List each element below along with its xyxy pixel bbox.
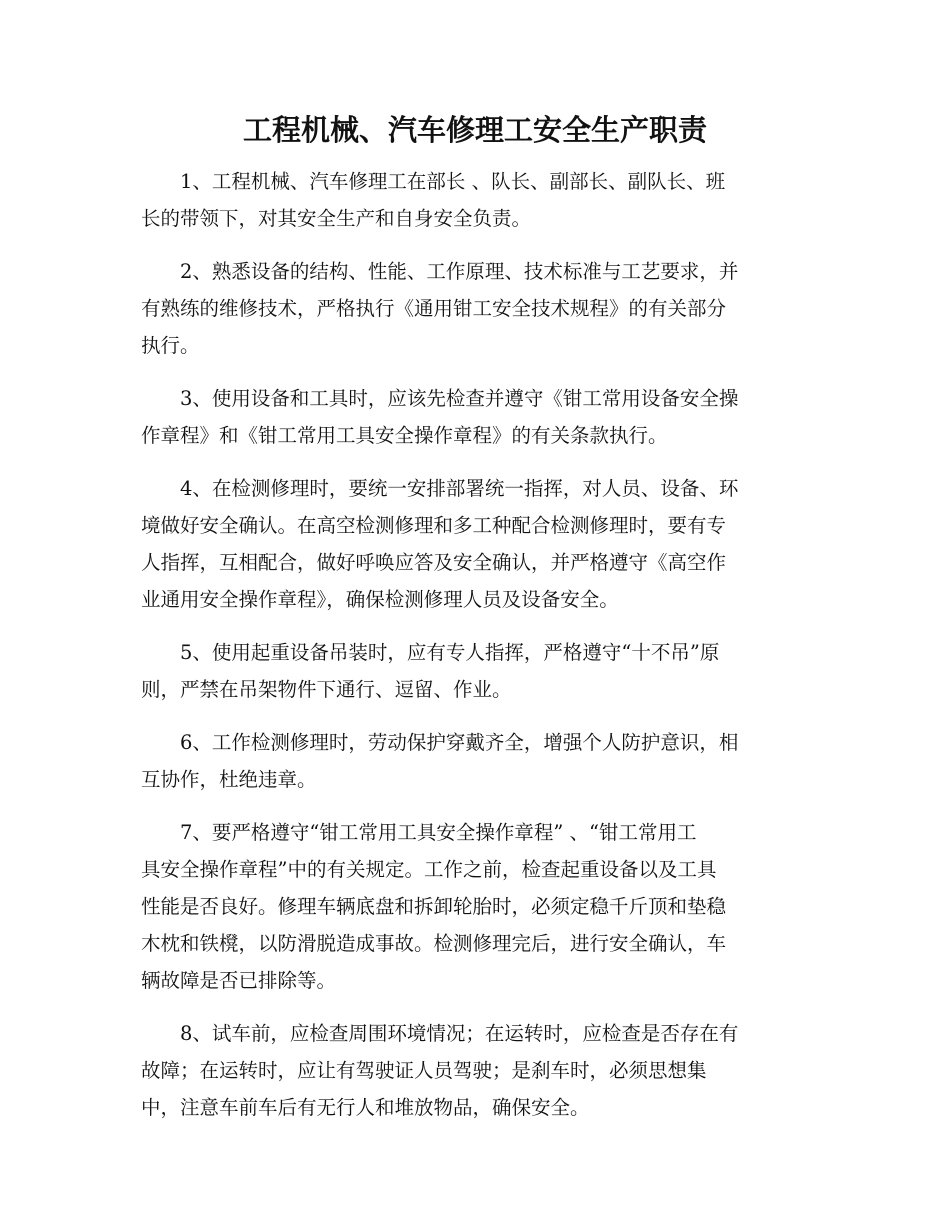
paragraph-line: 业通用安全操作章程》，确保检测修理人员及设备安全。: [141, 588, 619, 611]
paragraph-line: 性能是否良好。修理车辆底盘和拆卸轮胎时，必须定稳千斤顶和垫稳: [141, 895, 727, 918]
paragraph-line: 6、工作检测修理时，劳动保护穿戴齐全，增强个人防护意识，相: [141, 731, 739, 754]
paragraph-3: [141, 380, 807, 454]
paragraph-line: 1、工程机械、汽车修理工在部长 、队长、副部长、副队长、班: [141, 170, 726, 193]
paragraph-line: 木枕和铁櫈，以防滑脱造成事故。检测修理完后，进行安全确认，车: [141, 932, 727, 955]
paragraph-line: 互协作，杜绝违章。: [141, 768, 317, 791]
paragraph-4: [141, 470, 807, 618]
paragraph-line: 故障；在运转时，应让有驾驶证人员驾驶；是刹车时，必须思想集: [141, 1059, 707, 1082]
paragraph-7: [141, 814, 807, 999]
paragraph-line: 具安全操作章程”中的有关规定。工作之前，检查起重设备以及工具: [141, 858, 717, 881]
paragraph-1: [141, 163, 807, 237]
paragraph-line: 4、在检测修理时，要统一安排部署统一指挥，对人员、设备、环: [141, 477, 739, 500]
paragraph-line: 长的带领下，对其安全生产和自身安全负责。: [141, 207, 532, 230]
paragraph-6: [141, 724, 807, 798]
paragraph-line: 5、使用起重设备吊装时，应有专人指挥，严格遵守“十不吊”原: [141, 641, 720, 664]
paragraph-line: 执行。: [141, 334, 200, 357]
paragraph-line: 有熟练的维修技术，严格执行《通用钳工安全技术规程》的有关部分: [141, 297, 727, 320]
paragraph-line: 境做好安全确认。在高空检测修理和多工种配合检测修理时，要有专: [141, 514, 727, 537]
paragraph-line: 8、试车前，应检查周围环境情况；在运转时，应检查是否存在有: [141, 1022, 739, 1045]
paragraph-2: [141, 253, 807, 364]
paragraph-5: [141, 634, 807, 708]
paragraph-line: 人指挥，互相配合，做好呼唤应答及安全确认，并严格遵守《高空作: [141, 551, 727, 574]
document-title: 工程机械、汽车修理工安全生产职责: [242, 113, 707, 147]
paragraph-line: 2、熟悉设备的结构、性能、工作原理、技术标准与工艺要求，并: [141, 260, 739, 283]
document-body: [141, 163, 807, 1126]
paragraph-line: 中，注意车前车后有无行人和堆放物品，确保安全。: [141, 1096, 590, 1119]
paragraph-line: 作章程》和《钳工常用工具安全操作章程》的有关条款执行。: [141, 424, 668, 447]
paragraph-line: 7、要严格遵守“钳工常用工具安全操作章程” 、“钳工常用工: [141, 821, 697, 844]
paragraph-8: [141, 1015, 807, 1126]
paragraph-line: 辆故障是否已排除等。: [141, 969, 337, 992]
paragraph-line: 3、使用设备和工具时，应该先检查并遵守《钳工常用设备安全操: [141, 387, 739, 410]
paragraph-line: 则，严禁在吊架物件下通行、逗留、作业。: [141, 678, 512, 701]
